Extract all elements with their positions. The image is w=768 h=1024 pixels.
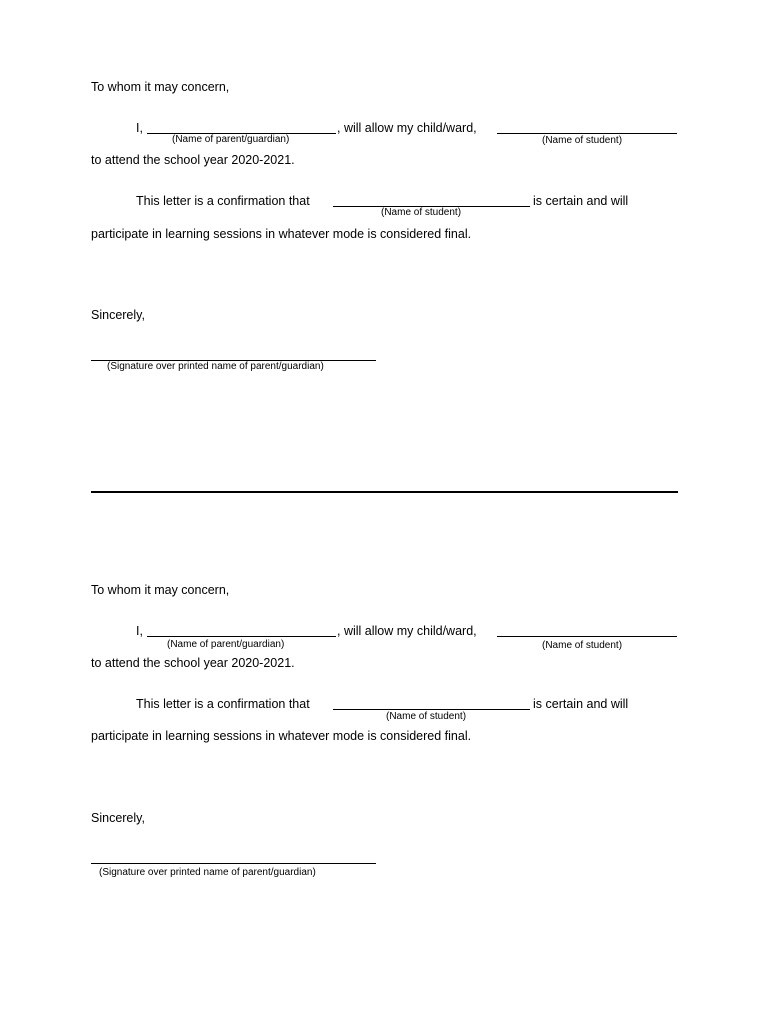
confirmation-suffix: is certain and will [533,194,629,208]
line1-middle: , will allow my child/ward, [337,121,477,135]
signature-caption: (Signature over printed name of parent/guardian) [107,361,324,372]
student-name-caption: (Name of student) [542,640,623,651]
school-year-line: to attend the school year 2020-2021. [91,656,295,670]
line1-prefix: I, [136,624,143,638]
line1-middle: , will allow my child/ward, [337,624,477,638]
closing: Sincerely, [91,811,145,825]
consent-letter-1 [0,0,768,372]
consent-letter-2 [0,503,768,878]
confirmation-student-blank[interactable] [333,709,530,710]
school-year-line: to attend the school year 2020-2021. [91,153,295,167]
student-name-blank[interactable] [497,636,677,637]
signature-blank[interactable] [91,863,376,864]
cut-line-divider [91,491,678,493]
confirmation-suffix: is certain and will [533,697,629,711]
confirmation-student-caption: (Name of student) [386,711,467,722]
greeting: To whom it may concern, [91,583,230,597]
line1-prefix: I, [136,121,143,135]
parent-name-caption: (Name of parent/guardian) [167,639,285,650]
greeting: To whom it may concern, [91,80,230,94]
participation-line: participate in learning sessions in whatever mode is considered final. [91,729,472,743]
participation-line: participate in learning sessions in whatever mode is considered final. [91,227,472,241]
confirmation-prefix: This letter is a confirmation that [136,194,310,208]
signature-caption: (Signature over printed name of parent/guardian) [99,867,316,878]
parent-name-caption: (Name of parent/guardian) [172,134,290,145]
confirmation-prefix: This letter is a confirmation that [136,697,310,711]
parent-name-blank[interactable] [147,636,336,637]
student-name-blank[interactable] [497,133,677,134]
student-name-caption: (Name of student) [542,135,623,146]
closing: Sincerely, [91,308,145,322]
confirmation-student-caption: (Name of student) [381,207,462,218]
